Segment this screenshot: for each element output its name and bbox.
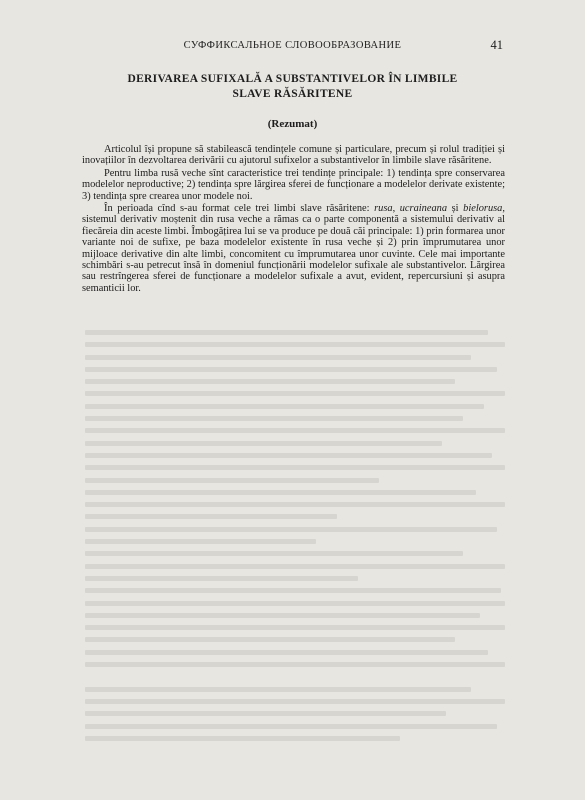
article-title-line-2: SLAVE RĂSĂRITENE bbox=[232, 88, 353, 100]
term-bielorusa: bielorusa bbox=[463, 203, 503, 215]
running-head bbox=[0, 40, 585, 56]
article-title-line-1: DERIVAREA SUFIXALĂ A SUBSTANTIVELOR ÎN LIMBILE bbox=[127, 73, 458, 85]
abstract-body bbox=[82, 144, 505, 295]
paragraph-1: Articolul își propune să stabilească tendințele comune și particulare, precum și rolul tradiției și inovațiilor în dezvoltarea derivării cu ajutorul sufixelor a substantivelor în limbile slave răsăritene. bbox=[82, 144, 505, 167]
article-subtitle: (Rezumat) bbox=[267, 118, 318, 130]
conjunction: și bbox=[447, 203, 464, 215]
paragraph-3-rest: , sistemul derivativ moștenit din rusa veche a rămas ca o parte componentă a sistemului derivativ al fiecăreia din aceste limbi. Îmbogățirea lui se va produce pe două căi principale: 1) prin formarea unor variante noi de sufixe, pe baza modelelor existente în rusa veche și 2) prin împrumutarea unor mijloace derivative din alte limbi, concomitent cu împrumutarea unor cuvinte. Cele mai importante schimbări s-au petrecut însă în domeniul funcționării modelelor sufixale ale substantivelor. Lărgirea sau restrîngerea sferei de funcționare a modelelor sufixale a avut, evident, repercursiuni și asupra semanticii lor. bbox=[82, 203, 505, 294]
page-number: 41 bbox=[490, 38, 503, 52]
term-ucraineana: ucraineana bbox=[399, 203, 448, 215]
article-title bbox=[60, 72, 525, 102]
running-title: СУФФИКСАЛЬНОЕ СЛОВООБРАЗОВАНИЕ bbox=[183, 40, 402, 51]
paragraph-2: Pentru limba rusă veche sînt caracteristice trei tendințe principale: 1) tendința spre conservarea modelelor neproductive; 2) tendința spre lărgirea sferei de funcționare a modelelor derivate existente; 3) tendința spre crearea unor modele noi. bbox=[82, 167, 505, 202]
reverse-side-show-through bbox=[85, 330, 505, 770]
paragraph-3 bbox=[82, 203, 505, 294]
comma: , bbox=[392, 203, 400, 215]
paragraph-3-intro: În perioada cînd s-au format cele trei limbi slave răsăritene: bbox=[104, 203, 375, 215]
term-rusa: rusa bbox=[374, 203, 393, 215]
